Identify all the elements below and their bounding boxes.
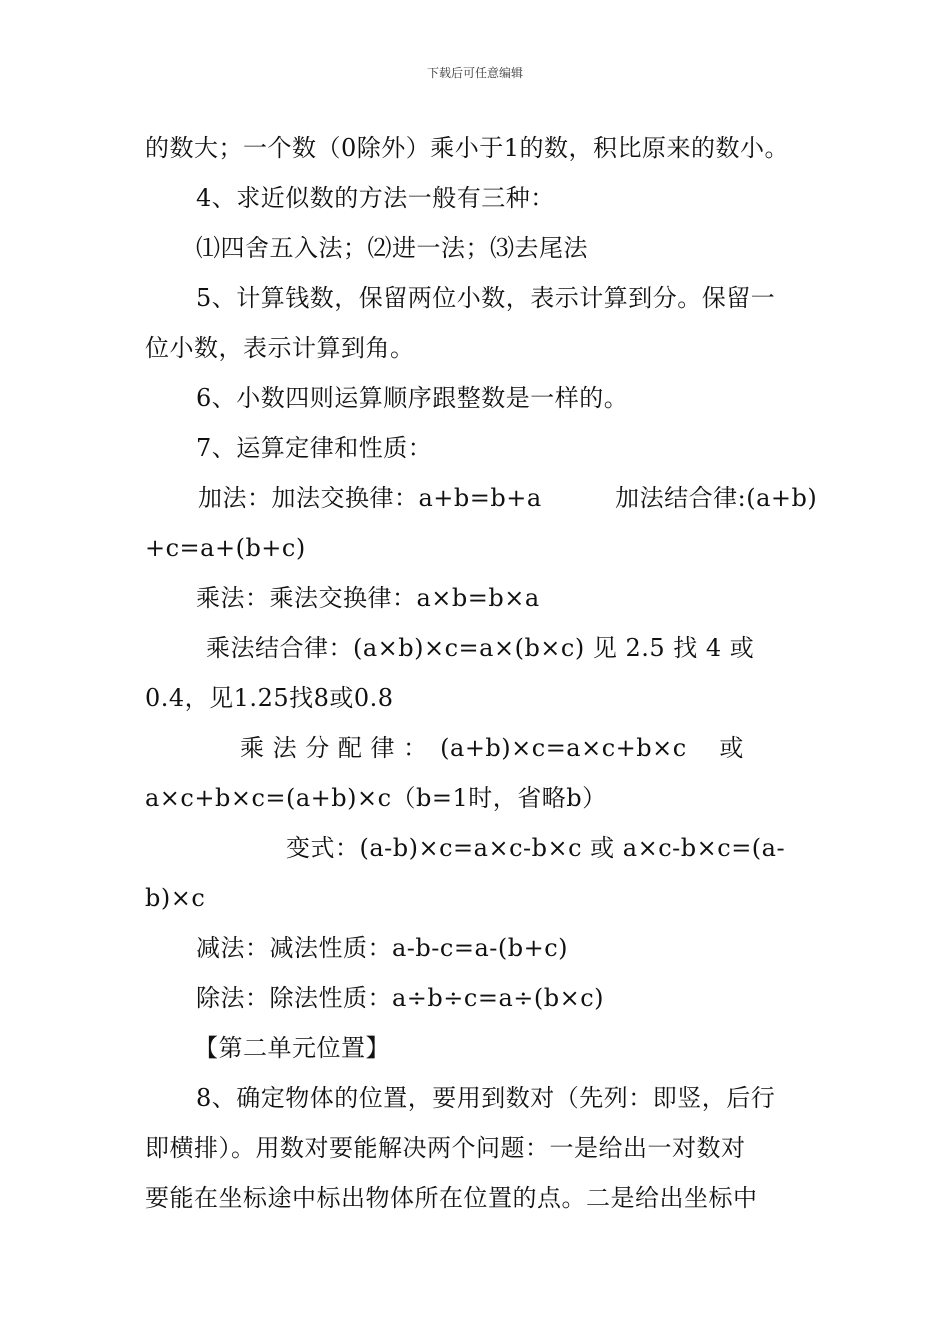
text-line: 6、小数四则运算顺序跟整数是一样的。	[196, 384, 629, 412]
text-line: 乘法：乘法交换律：a×b=b×a	[196, 584, 540, 612]
text-line: 0.4，见1.25找8或0.8	[145, 684, 394, 712]
text-line: ⑴四舍五入法；⑵进一法；⑶去尾法	[196, 234, 588, 262]
text-line: 乘法结合律：(a×b)×c=a×(b×c) 见 2.5 找 4 或	[206, 634, 755, 662]
text-line: 即横排）。用数对要能解决两个问题：一是给出一对数对	[145, 1134, 746, 1162]
text-line: a×c+b×c=(a+b)×c（b=1时，省略b）	[145, 784, 607, 812]
text-line: 减法：减法性质：a-b-c=a-(b+c)	[196, 934, 568, 962]
page-header: 下载后可任意编辑	[426, 66, 523, 80]
text-line: 乘 法 分 配 律 ： (a+b)×c=a×c+b×c 或	[240, 734, 744, 762]
text-line: 的数大；一个数（0除外）乘小于1的数，积比原来的数小。	[145, 134, 790, 162]
text-line: +c=a+(b+c)	[145, 534, 306, 562]
text-line: 位小数，表示计算到角。	[145, 334, 415, 362]
text-line: 加法：加法交换律：a+b=b+a 加法结合律:(a+b)	[198, 484, 818, 512]
text-line: b)×c	[145, 884, 206, 912]
text-line: 7、运算定律和性质：	[196, 434, 433, 462]
text-line: 5、计算钱数，保留两位小数，表示计算到分。保留一	[196, 284, 776, 312]
text-line: 变式：(a-b)×c=a×c-b×c 或 a×c-b×c=(a-	[286, 834, 786, 862]
text-line: 除法：除法性质：a÷b÷c=a÷(b×c)	[196, 984, 604, 1012]
text-line: 4、求近似数的方法一般有三种：	[196, 184, 555, 212]
text-line: 要能在坐标途中标出物体所在位置的点。二是给出坐标中	[145, 1184, 758, 1212]
text-line: 8、确定物体的位置，要用到数对（先列：即竖，后行	[196, 1084, 776, 1112]
section-heading: 【第二单元位置】	[194, 1034, 390, 1062]
